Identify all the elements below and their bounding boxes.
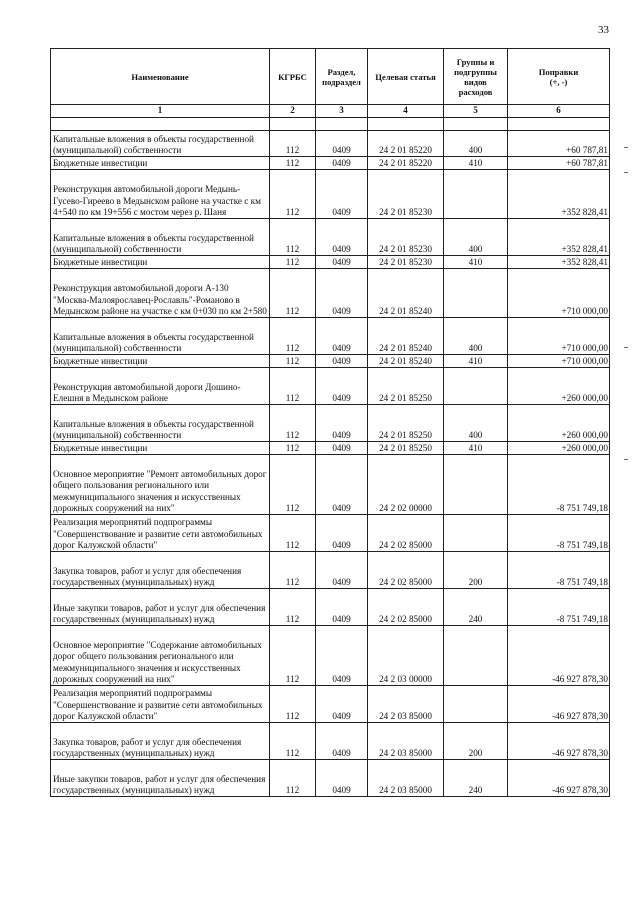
row-name: Основное мероприятие "Ремонт автомобильных дорог общего пользования регионального или межмуниципального значения и искусственных дорожных сооружений на них"	[51, 455, 270, 515]
header-amend-line1: Поправки	[538, 66, 579, 77]
row-group: 400	[444, 131, 508, 157]
row-group: 400	[444, 318, 508, 355]
row-group	[444, 626, 508, 686]
row-section: 0409	[316, 455, 368, 515]
row-group: 410	[444, 442, 508, 455]
header-section-line1: Раздел,	[327, 66, 356, 77]
row-target: 24 2 01 85230	[368, 219, 444, 256]
row-name: Капитальные вложения в объекты государственной (муниципальной) собственности	[51, 405, 270, 442]
margin-tick-mark	[624, 459, 628, 460]
column-number: 3	[316, 105, 368, 118]
row-section: 0409	[316, 131, 368, 157]
row-kgrbs: 112	[270, 170, 316, 219]
row-kgrbs: 112	[270, 355, 316, 368]
table-row-spacer	[51, 118, 610, 131]
row-amount: -46 927 878,30	[508, 723, 610, 760]
row-target: 24 2 01 85220	[368, 157, 444, 170]
table-row	[51, 170, 610, 219]
row-group: 410	[444, 256, 508, 269]
row-target: 24 2 03 85000	[368, 723, 444, 760]
header-amend-line2: (+, -)	[549, 76, 568, 87]
header-section-line2: подраздел	[322, 76, 361, 87]
row-section: 0409	[316, 269, 368, 318]
table-row	[51, 405, 610, 442]
margin-tick-mark	[624, 172, 628, 173]
row-amount: +60 787,81	[508, 131, 610, 157]
header-kgrbs: КГРБС	[270, 49, 316, 105]
table-row	[51, 589, 610, 626]
column-number: 2	[270, 105, 316, 118]
column-number-row	[51, 105, 610, 118]
table-row	[51, 318, 610, 355]
column-number: 6	[508, 105, 610, 118]
table-row	[51, 368, 610, 405]
row-group: 400	[444, 405, 508, 442]
row-amount: -8 751 749,18	[508, 455, 610, 515]
row-group	[444, 515, 508, 552]
row-group: 200	[444, 552, 508, 589]
row-section: 0409	[316, 686, 368, 723]
row-kgrbs: 112	[270, 589, 316, 626]
row-section: 0409	[316, 405, 368, 442]
header-amendments	[508, 49, 610, 105]
table-cell	[444, 118, 508, 131]
row-name: Капитальные вложения в объекты государственной (муниципальной) собственности	[51, 318, 270, 355]
header-groups-line4: расходов	[458, 86, 493, 97]
header-section	[316, 49, 368, 105]
row-target: 24 2 02 85000	[368, 515, 444, 552]
table-row	[51, 515, 610, 552]
row-kgrbs: 112	[270, 515, 316, 552]
table-row	[51, 552, 610, 589]
row-name: Реконструкция автомобильной дороги Дошино-Елешня в Медынском районе	[51, 368, 270, 405]
row-amount: +260 000,00	[508, 442, 610, 455]
row-group: 200	[444, 723, 508, 760]
row-name: Бюджетные инвестиции	[51, 256, 270, 269]
row-amount: -8 751 749,18	[508, 515, 610, 552]
row-kgrbs: 112	[270, 455, 316, 515]
table-row	[51, 131, 610, 157]
table-row	[51, 723, 610, 760]
row-section: 0409	[316, 589, 368, 626]
row-kgrbs: 112	[270, 318, 316, 355]
row-kgrbs: 112	[270, 723, 316, 760]
table-row	[51, 219, 610, 256]
row-group	[444, 170, 508, 219]
column-number: 4	[368, 105, 444, 118]
header-target: Целевая статья	[368, 49, 444, 105]
row-section: 0409	[316, 318, 368, 355]
row-name: Бюджетные инвестиции	[51, 355, 270, 368]
row-target: 24 2 01 85240	[368, 355, 444, 368]
row-target: 24 2 01 85240	[368, 269, 444, 318]
table-row	[51, 760, 610, 797]
row-section: 0409	[316, 515, 368, 552]
row-section: 0409	[316, 723, 368, 760]
row-group	[444, 368, 508, 405]
row-amount: +710 000,00	[508, 355, 610, 368]
row-kgrbs: 112	[270, 626, 316, 686]
table-cell	[368, 118, 444, 131]
table-cell	[508, 118, 610, 131]
row-amount: +710 000,00	[508, 269, 610, 318]
row-section: 0409	[316, 368, 368, 405]
header-groups-line1: Группы и	[456, 56, 495, 67]
row-amount: +352 828,41	[508, 256, 610, 269]
row-kgrbs: 112	[270, 405, 316, 442]
row-name: Капитальные вложения в объекты государственной (муниципальной) собственности	[51, 219, 270, 256]
row-name: Основное мероприятие "Содержание автомобильных дорог общего пользования регионального или межмуниципального значения и искусственных дорожных сооружений на них"	[51, 626, 270, 686]
row-name: Иные закупки товаров, работ и услуг для обеспечения государственных (муниципальных) нужд	[51, 760, 270, 797]
row-target: 24 2 02 00000	[368, 455, 444, 515]
row-target: 24 2 01 85230	[368, 256, 444, 269]
row-target: 24 2 01 85250	[368, 442, 444, 455]
row-kgrbs: 112	[270, 368, 316, 405]
row-target: 24 2 01 85230	[368, 170, 444, 219]
column-number: 5	[444, 105, 508, 118]
row-name: Закупка товаров, работ и услуг для обеспечения государственных (муниципальных) нужд	[51, 723, 270, 760]
row-section: 0409	[316, 442, 368, 455]
row-kgrbs: 112	[270, 219, 316, 256]
header-groups-line2: подгруппы	[454, 66, 497, 77]
page-number: 33	[598, 24, 609, 36]
row-group	[444, 686, 508, 723]
row-target: 24 2 03 00000	[368, 626, 444, 686]
table-cell	[270, 118, 316, 131]
header-groups	[444, 49, 508, 105]
row-section: 0409	[316, 626, 368, 686]
header-row	[51, 49, 610, 105]
row-kgrbs: 112	[270, 442, 316, 455]
header-groups-line3: видов	[464, 76, 487, 87]
row-name: Бюджетные инвестиции	[51, 157, 270, 170]
table-row	[51, 269, 610, 318]
row-target: 24 2 01 85250	[368, 405, 444, 442]
row-name: Реализация мероприятий подпрограммы "Совершенствование и развитие сети автомобильных дорог Калужской области"	[51, 515, 270, 552]
table-row	[51, 455, 610, 515]
row-amount: +60 787,81	[508, 157, 610, 170]
row-target: 24 2 02 85000	[368, 589, 444, 626]
budget-amendments-table	[50, 48, 610, 797]
row-target: 24 2 03 85000	[368, 686, 444, 723]
row-section: 0409	[316, 219, 368, 256]
row-name: Реконструкция автомобильной дороги Медынь-Гусево-Гиреево в Медынском районе на участке с км 4+540 по км 19+556 с мостом через р. Шаня	[51, 170, 270, 219]
row-target: 24 2 03 85000	[368, 760, 444, 797]
header-name: Наименование	[51, 49, 270, 105]
row-group: 400	[444, 219, 508, 256]
row-kgrbs: 112	[270, 552, 316, 589]
row-name: Капитальные вложения в объекты государственной (муниципальной) собственности	[51, 131, 270, 157]
margin-tick-mark	[624, 347, 628, 348]
table-cell	[51, 118, 270, 131]
row-amount: -46 927 878,30	[508, 626, 610, 686]
row-group	[444, 269, 508, 318]
row-amount: +352 828,41	[508, 219, 610, 256]
row-name: Иные закупки товаров, работ и услуг для обеспечения государственных (муниципальных) нужд	[51, 589, 270, 626]
row-group: 240	[444, 589, 508, 626]
row-section: 0409	[316, 552, 368, 589]
row-section: 0409	[316, 355, 368, 368]
row-name: Закупка товаров, работ и услуг для обеспечения государственных (муниципальных) нужд	[51, 552, 270, 589]
row-kgrbs: 112	[270, 760, 316, 797]
row-target: 24 2 01 85250	[368, 368, 444, 405]
row-section: 0409	[316, 256, 368, 269]
row-group: 410	[444, 157, 508, 170]
table-cell	[316, 118, 368, 131]
row-kgrbs: 112	[270, 157, 316, 170]
table-row	[51, 355, 610, 368]
row-target: 24 2 01 85220	[368, 131, 444, 157]
row-kgrbs: 112	[270, 131, 316, 157]
row-amount: +260 000,00	[508, 368, 610, 405]
row-name: Реализация мероприятий подпрограммы "Совершенствование и развитие сети автомобильных дорог Калужской области"	[51, 686, 270, 723]
table-row	[51, 157, 610, 170]
row-group: 240	[444, 760, 508, 797]
table-row	[51, 442, 610, 455]
row-amount: -46 927 878,30	[508, 760, 610, 797]
row-kgrbs: 112	[270, 269, 316, 318]
row-amount: -46 927 878,30	[508, 686, 610, 723]
table-row	[51, 686, 610, 723]
table-row	[51, 626, 610, 686]
row-group	[444, 455, 508, 515]
margin-tick-mark	[624, 147, 628, 148]
row-amount: +352 828,41	[508, 170, 610, 219]
row-amount: +260 000,00	[508, 405, 610, 442]
row-section: 0409	[316, 170, 368, 219]
row-amount: +710 000,00	[508, 318, 610, 355]
row-name: Бюджетные инвестиции	[51, 442, 270, 455]
row-group: 410	[444, 355, 508, 368]
row-amount: -8 751 749,18	[508, 552, 610, 589]
row-target: 24 2 02 85000	[368, 552, 444, 589]
row-kgrbs: 112	[270, 256, 316, 269]
row-kgrbs: 112	[270, 686, 316, 723]
table-row	[51, 256, 610, 269]
row-section: 0409	[316, 760, 368, 797]
row-name: Реконструкция автомобильной дороги А-130 "Москва-Малоярославец-Рославль"-Романово в Медынском районе на участке с км 0+030 по км 2+580	[51, 269, 270, 318]
row-section: 0409	[316, 157, 368, 170]
column-number: 1	[51, 105, 270, 118]
row-target: 24 2 01 85240	[368, 318, 444, 355]
row-amount: -8 751 749,18	[508, 589, 610, 626]
